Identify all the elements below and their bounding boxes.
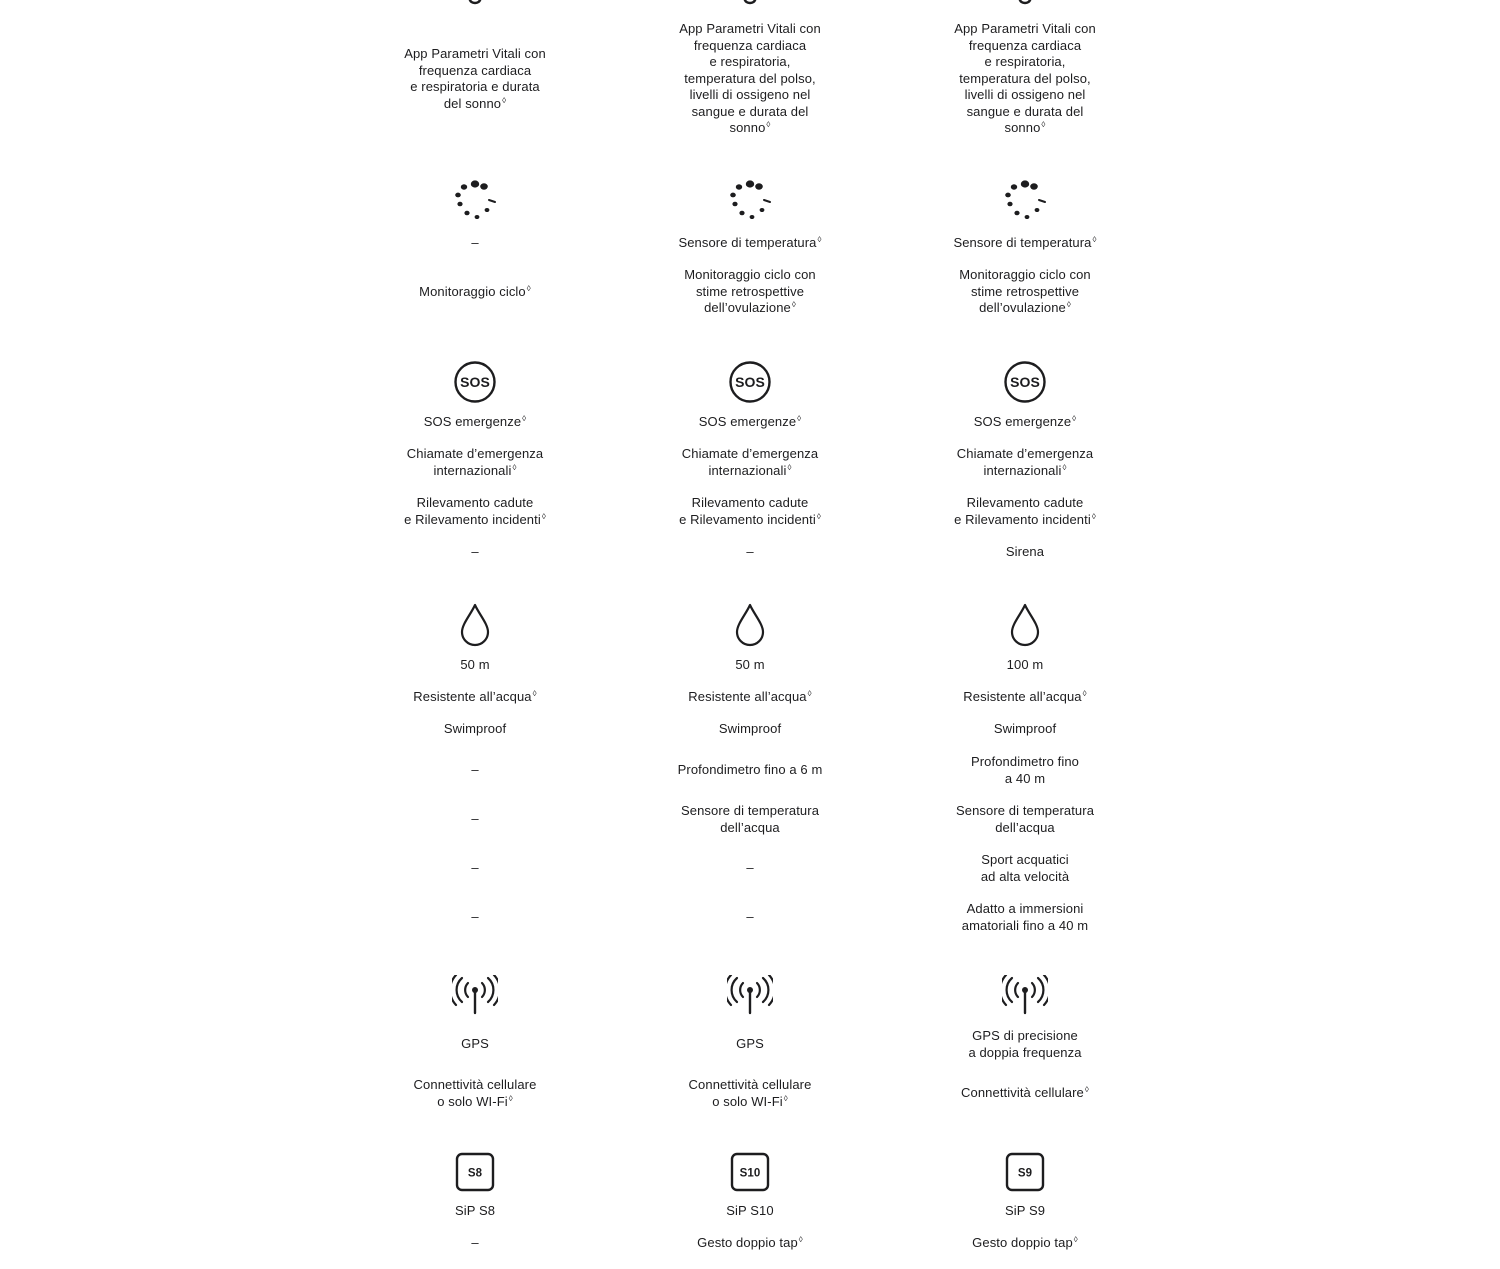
footnote-mark: ◊	[1066, 300, 1071, 309]
cell-text: Monitoraggio ciclo con stime retrospettive dell’ovulazione	[684, 267, 816, 315]
col3-sos-icon	[1003, 360, 1047, 404]
col2-heart-icon	[738, 0, 762, 9]
col2-water-res	[620, 689, 880, 706]
cell-text: Chiamate d’emergenza internazionali	[406, 446, 544, 478]
cell-text: SiP S8	[454, 1203, 496, 1218]
cell-text: Rilevamento cadute e Rilevamento incidenti	[954, 495, 1091, 527]
cell-text: –	[471, 909, 479, 925]
cell-text: –	[471, 235, 479, 250]
col1-depth-gauge	[345, 762, 605, 779]
cell-text: Monitoraggio ciclo con stime retrospettive dell’ovulazione	[959, 267, 1091, 315]
cell-text: Connettività cellulare o solo WI-Fi	[413, 1077, 537, 1109]
cell-text: Resistente all’acqua	[413, 689, 532, 704]
col1-water-drop-icon	[459, 602, 491, 648]
col1-water-temp	[345, 811, 605, 828]
footnote-mark: ◊	[1062, 462, 1067, 472]
footnote-mark: ◊	[532, 689, 537, 698]
col1-sos	[345, 414, 605, 431]
footnote-mark: ◊	[526, 283, 531, 293]
col3-siren	[895, 544, 1155, 561]
cell-text: Resistente all’acqua	[688, 689, 807, 704]
col1-swimproof	[345, 721, 605, 738]
cell-text: SOS emergenze	[423, 414, 522, 429]
footnote-mark: ◊	[1091, 511, 1096, 521]
col3-diving	[895, 901, 1155, 934]
col3-cellular	[895, 1085, 1155, 1102]
cell-text: Swimproof	[718, 721, 782, 736]
col3-vitals	[895, 21, 1155, 137]
sos-label: SOS	[460, 374, 490, 390]
footnote-mark: ◊	[1073, 1235, 1078, 1244]
col2-swimproof	[620, 721, 880, 738]
col3-intl-calls	[895, 446, 1155, 479]
footnote-mark: ◊	[783, 1093, 788, 1103]
col1-heart-icon	[463, 0, 487, 9]
cell-text: Swimproof	[443, 721, 507, 736]
cell-text: GPS	[461, 1036, 489, 1052]
footnote-mark: ◊	[522, 414, 527, 423]
cell-text: SiP S10	[726, 1203, 774, 1218]
col1-depth-rating	[345, 657, 605, 674]
chip-badge-label: S9	[1017, 1167, 1033, 1180]
col1-chip	[345, 1203, 605, 1220]
footnote-mark: ◊	[1072, 414, 1077, 423]
footnote-mark: ◊	[798, 1235, 803, 1244]
col1-temp-sensor	[345, 235, 605, 252]
footnote-mark: ◊	[787, 462, 792, 472]
col2-depth-rating	[620, 657, 880, 674]
col3-depth-gauge	[895, 754, 1155, 787]
cell-text: Profondimetro fino a 6 m	[677, 762, 823, 778]
col2-antenna-icon	[727, 975, 773, 1015]
cell-text: GPS	[736, 1036, 764, 1052]
col1-vitals	[345, 46, 605, 112]
col3-sos	[895, 414, 1155, 431]
col2-water-temp	[620, 803, 880, 836]
cell-text: App Parametri Vitali con frequenza cardiaca e respiratoria, temperatura del polso, livelli di ossigeno nel sangue e durata del sonno	[954, 21, 1096, 135]
col2-chip-icon	[730, 1152, 770, 1192]
col2-cycle-tracking-icon	[728, 180, 772, 224]
col1-cycle-tracking-icon	[453, 180, 497, 224]
chip-badge-label: S10	[739, 1167, 761, 1180]
cell-text: SiP S9	[1004, 1203, 1046, 1218]
cell-text: –	[746, 544, 754, 559]
cell-text: –	[746, 909, 754, 925]
cell-text: SOS emergenze	[698, 414, 797, 429]
footnote-mark: ◊	[508, 1093, 513, 1103]
col1-cycle	[345, 284, 605, 301]
cell-text: App Parametri Vitali con frequenza cardiaca e respiratoria e durata del sonno	[404, 46, 546, 111]
col2-vitals	[620, 21, 880, 137]
col2-temp-sensor	[620, 235, 880, 252]
col1-water-res	[345, 689, 605, 706]
cell-text: Sensore di temperatura	[678, 235, 817, 250]
col1-cellular	[345, 1077, 605, 1110]
cell-text: Sensore di temperatura dell’acqua	[680, 803, 820, 835]
cell-text: –	[471, 1235, 479, 1250]
col3-fall	[895, 495, 1155, 528]
col2-chip	[620, 1203, 880, 1220]
cell-text: Connettività cellulare o solo WI-Fi	[688, 1077, 812, 1109]
col1-fall	[345, 495, 605, 528]
footnote-mark: ◊	[1082, 689, 1087, 698]
cell-text: Connettività cellulare	[961, 1085, 1084, 1101]
cell-text: Sport acquatici ad alta velocità	[980, 852, 1070, 884]
cell-text: Sensore di temperatura	[953, 235, 1092, 250]
col2-sos	[620, 414, 880, 431]
col1-double-tap	[345, 1235, 605, 1252]
col3-antenna-icon	[1002, 975, 1048, 1015]
col1-antenna-icon	[452, 975, 498, 1015]
col3-depth-rating	[895, 657, 1155, 674]
col1-intl-calls	[345, 446, 605, 479]
footnote-mark: ◊	[797, 414, 802, 423]
footnote-mark: ◊	[1041, 120, 1046, 129]
footnote-mark: ◊	[807, 689, 812, 698]
col2-water-sports	[620, 860, 880, 877]
col2-water-drop-icon	[734, 602, 766, 648]
cell-text: Gesto doppio tap	[972, 1235, 1073, 1250]
col2-gps	[620, 1036, 880, 1053]
footnote-mark: ◊	[1092, 235, 1097, 244]
col1-water-sports	[345, 860, 605, 877]
col3-double-tap	[895, 1235, 1155, 1252]
cell-text: Rilevamento cadute e Rilevamento incidenti	[404, 495, 541, 527]
cell-text: –	[471, 544, 479, 559]
col3-cycle-tracking-icon	[1003, 180, 1047, 224]
col1-sos-icon	[453, 360, 497, 404]
cell-text: GPS di precisione a doppia frequenza	[968, 1028, 1082, 1060]
footnote-mark: ◊	[816, 511, 821, 521]
col3-water-drop-icon	[1009, 602, 1041, 648]
col3-water-sports	[895, 852, 1155, 885]
cell-text: Sensore di temperatura dell’acqua	[955, 803, 1095, 835]
cell-text: Monitoraggio ciclo	[419, 283, 526, 299]
col3-heart-icon	[1013, 0, 1037, 9]
col2-sos-icon	[728, 360, 772, 404]
cell-text: 50 m	[460, 657, 490, 672]
col2-cycle	[620, 267, 880, 317]
cell-text: SOS emergenze	[973, 414, 1072, 429]
col3-chip-icon	[1005, 1152, 1045, 1192]
cell-text: Resistente all’acqua	[963, 689, 1082, 704]
col3-water-temp	[895, 803, 1155, 836]
cell-text: Chiamate d’emergenza internazionali	[681, 446, 819, 478]
cell-text: Swimproof	[993, 721, 1057, 736]
cell-text: –	[471, 860, 479, 876]
cell-text: Adatto a immersioni amatoriali fino a 40 m	[961, 901, 1089, 933]
footnote-mark: ◊	[1084, 1085, 1089, 1095]
col3-water-res	[895, 689, 1155, 706]
footnote-mark: ◊	[541, 511, 546, 521]
col2-diving	[620, 909, 880, 926]
cell-text: Chiamate d’emergenza internazionali	[956, 446, 1094, 478]
cell-text: –	[746, 860, 754, 876]
col2-cellular	[620, 1077, 880, 1110]
col3-gps	[895, 1028, 1155, 1061]
sos-label: SOS	[1010, 374, 1040, 390]
col2-double-tap	[620, 1235, 880, 1252]
cell-text: –	[471, 811, 479, 827]
cell-text: Sirena	[1005, 544, 1045, 559]
footnote-mark: ◊	[817, 235, 822, 244]
cell-text: Gesto doppio tap	[697, 1235, 798, 1250]
sos-label: SOS	[735, 374, 765, 390]
cell-text: Rilevamento cadute e Rilevamento incidenti	[679, 495, 816, 527]
col1-gps	[345, 1036, 605, 1053]
col2-intl-calls	[620, 446, 880, 479]
col3-chip	[895, 1203, 1155, 1220]
footnote-mark: ◊	[766, 120, 771, 129]
chip-badge-label: S8	[467, 1167, 483, 1180]
col2-fall	[620, 495, 880, 528]
col1-diving	[345, 909, 605, 926]
cell-text: App Parametri Vitali con frequenza cardiaca e respiratoria, temperatura del polso, livelli di ossigeno nel sangue e durata del sonno	[679, 21, 821, 135]
cell-text: –	[471, 762, 479, 778]
col3-swimproof	[895, 721, 1155, 738]
col1-siren	[345, 544, 605, 561]
cell-text: 50 m	[735, 657, 765, 672]
col2-siren	[620, 544, 880, 561]
col1-chip-icon	[455, 1152, 495, 1192]
footnote-mark: ◊	[791, 300, 796, 309]
col3-temp-sensor	[895, 235, 1155, 252]
col3-cycle	[895, 267, 1155, 317]
col2-depth-gauge	[620, 762, 880, 779]
cell-text: Profondimetro fino a 40 m	[970, 754, 1080, 786]
footnote-mark: ◊	[502, 95, 507, 105]
footnote-mark: ◊	[512, 462, 517, 472]
cell-text: 100 m	[1006, 657, 1044, 672]
